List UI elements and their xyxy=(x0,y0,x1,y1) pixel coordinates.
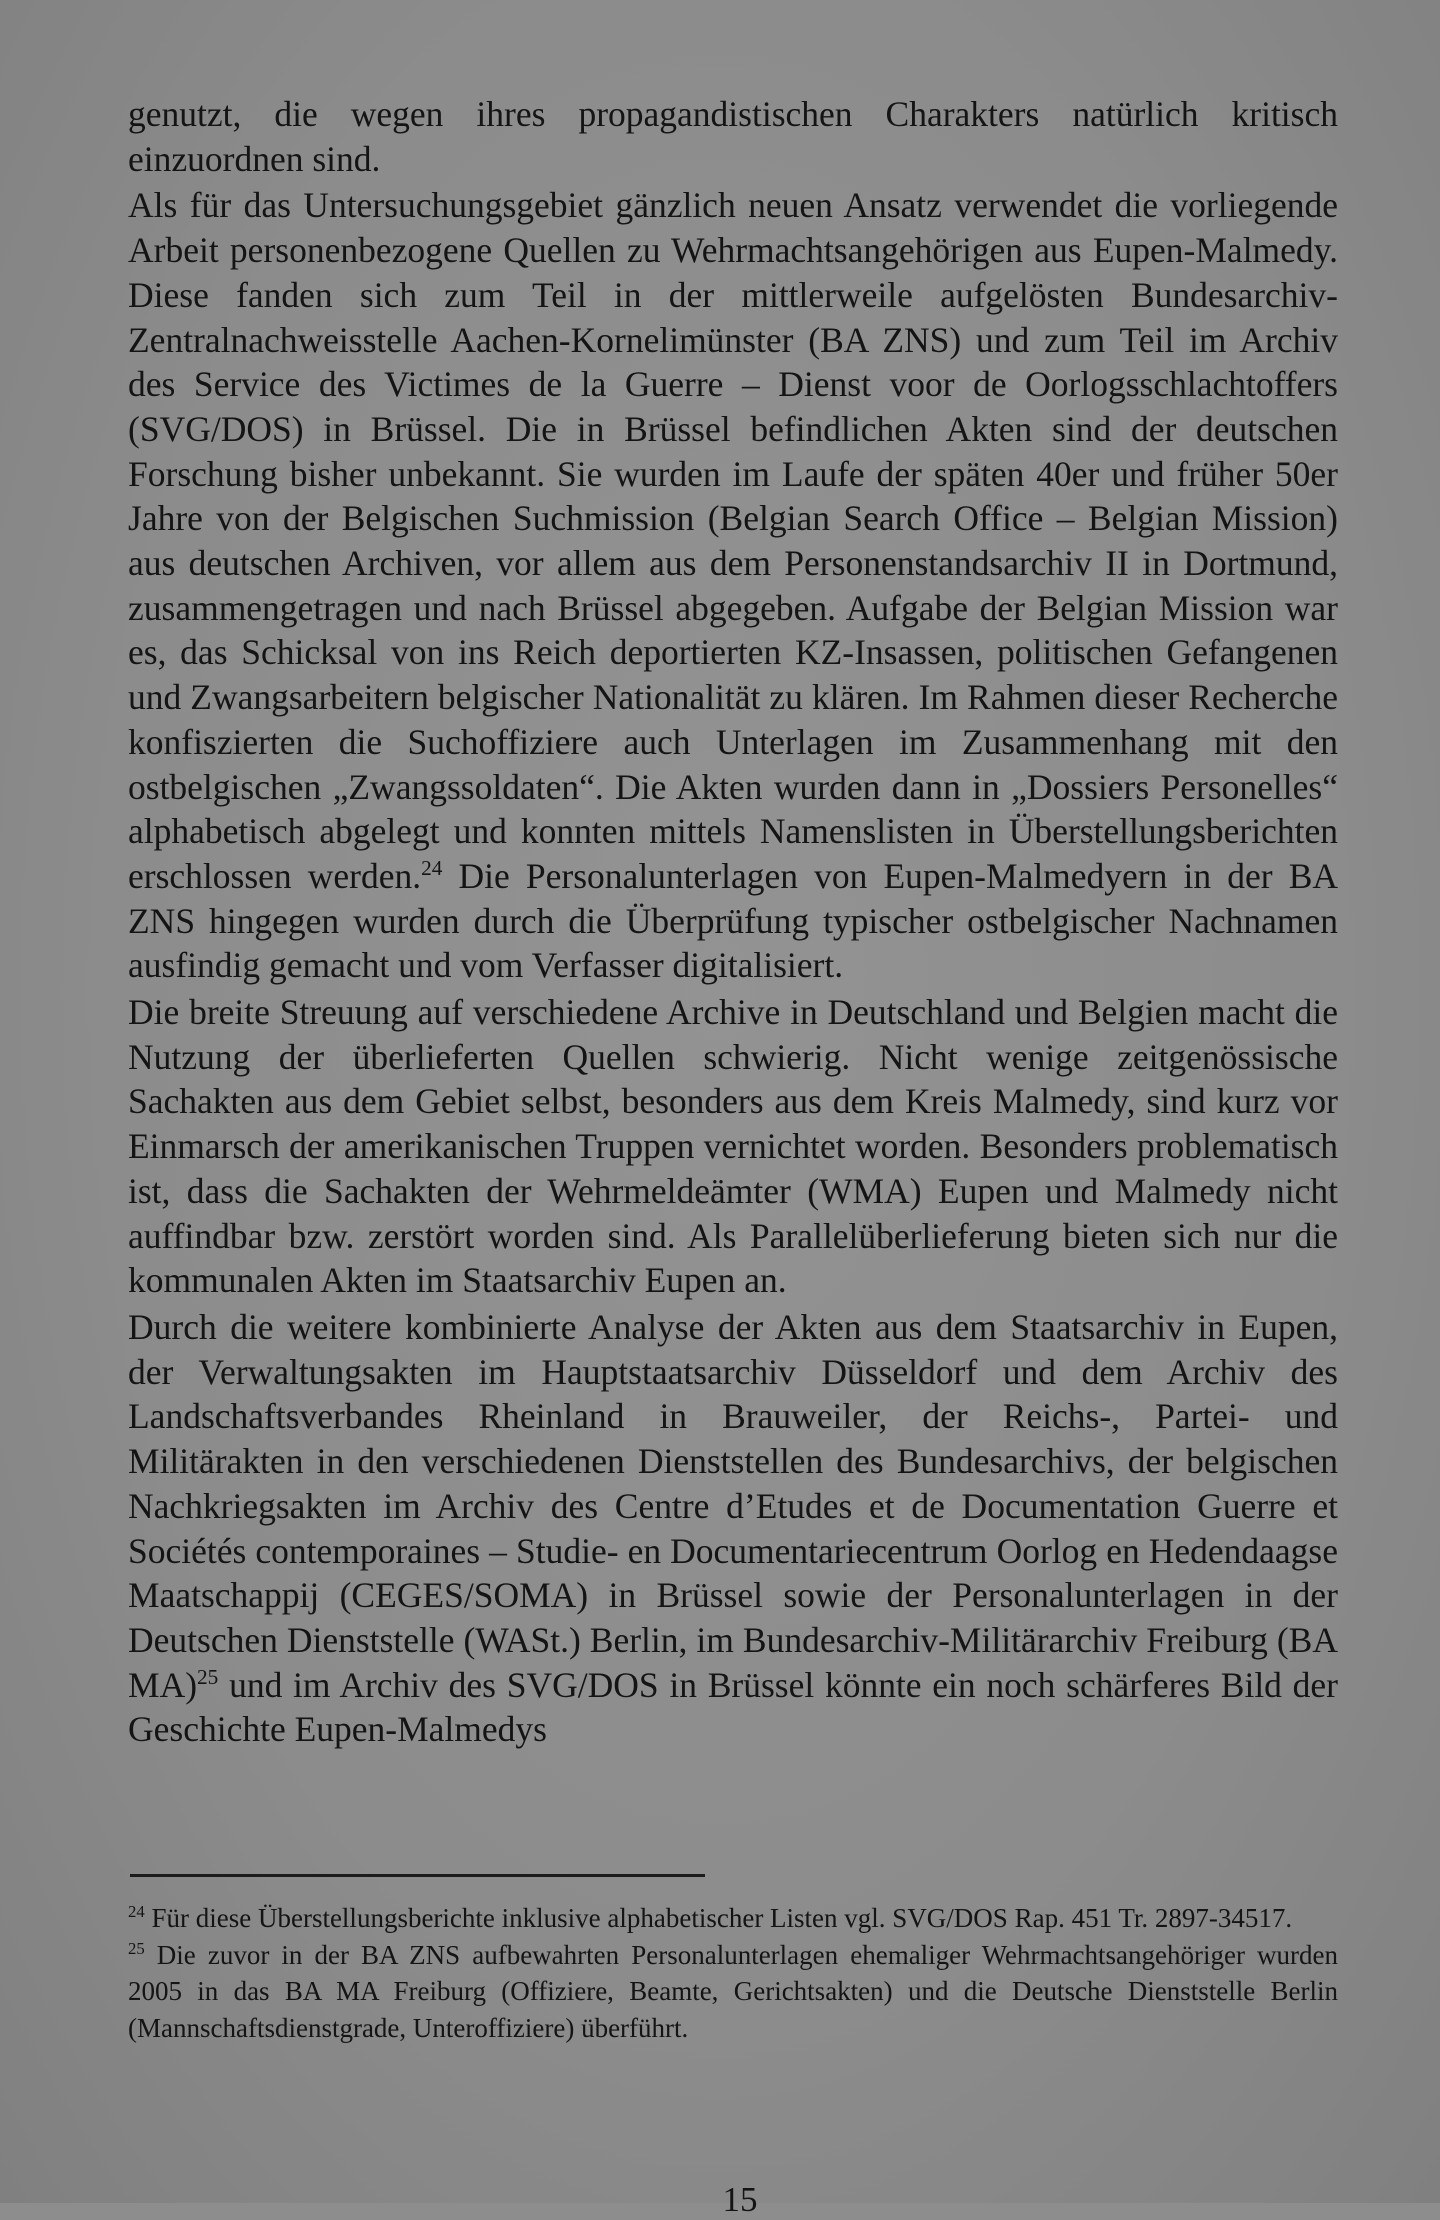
body-text xyxy=(128,92,1338,1752)
paragraph-4: Durch die weitere kombinierte Analyse der Akten aus dem Staatsarchiv in Eupen, der Verwaltungsakten im Hauptstaatsarchiv Düsseldorf und dem Archiv des Landschaftsverbandes Rheinland in Brauweiler, der Reichs-, Partei- und Militärakten in den verschiedenen Dienststellen des Bundesarchivs, der belgischen Nachkriegsakten im Archiv des Centre d’Etudes et de Documentation Guerre et Sociétés contemporaines – Studie- en Documentariecentrum Oorlog en Hedendaagse Maatschappij (CEGES/SOMA) in Brüssel sowie der Personalunterlagen in der Deutschen Dienststelle (WASt.) Berlin, im Bundesarchiv-Militärarchiv Freiburg (BA MA)$^{25}$ und im Archiv des SVG/DOS in Brüssel könnte ein noch schärferes Bild der Geschichte Eupen-Malmedys xyxy=(128,1306,1338,1750)
footnote-number: 25 xyxy=(128,1938,145,1958)
footnote-ref-24: 24 xyxy=(421,856,443,881)
paragraph-2: Als für das Untersuchungsgebiet gänzlich neuen Ansatz verwendet die vorliegende Arbeit personenbezogene Quellen zu Wehrmachtsangehörigen aus Eupen-Malmedy. Diese fanden sich zum Teil in der mittlerweile aufgelösten Bundesarchiv-Zentralnachweisstelle Aachen-Kornelimünster (BA ZNS) und zum Teil im Archiv des Service des Victimes de la Guerre – Dienst voor de Oorlogsschlachtoffers (SVG/DOS) in Brüssel. Die in Brüssel befindlichen Akten sind der deutschen Forschung bisher unbekannt. Sie wurden im Laufe der späten 40er und früher 50er Jahre von der Belgischen Suchmission (Belgian Search Office – Belgian Mission) aus deutschen Archiven, vor allem aus dem Personenstandsarchiv II in Dortmund, zusammengetragen und nach Brüssel abgegeben. Aufgabe der Belgian Mission war es, das Schicksal von ins Reich deportierten KZ-Insassen, politischen Gefangenen und Zwangsarbeitern belgischer Nationalität zu klären. Im Rahmen dieser Recherche konfiszierten die Suchoffiziere auch Unterlagen im Zusammenhang mit den ostbelgischen „Zwangssoldaten“. Die Akten wurden dann in „Dossiers Personelles“ alphabetisch abgelegt und konnten mittels Namenslisten in Überstellungsberichten erschlossen werden.$^{24}$ Die Personalunterlagen von Eupen-Malmedyern in der BA ZNS hingegen wurden durch die Überprüfung typischer ostbelgischer Nachnamen ausfindig gemacht und vom Verfasser digitalisiert. xyxy=(128,185,1339,986)
footnote-divider xyxy=(130,1874,705,1877)
page-number: 15 xyxy=(722,2180,758,2219)
paragraph-1: genutzt, die wegen ihres propagandistischen Charakters natürlich kritisch einzuordnen sind. xyxy=(128,94,1338,179)
footnote-number: 24 xyxy=(128,1902,145,1921)
paragraph-3: Die breite Streuung auf verschiedene Archive in Deutschland und Belgien macht die Nutzung der überlieferten Quellen schwierig. Nicht wenige zeitgenössische Sachakten aus dem Gebiet selbst, besonders aus dem Kreis Malmedy, sind kurz vor Einmarsch der amerikanischen Truppen vernichtet worden. Besonders problematisch ist, dass die Sachakten der Wehrmeldeämter (WMA) Eupen und Malmedy nicht auffindbar bzw. zerstört worden sind. Als Parallelüberlieferung bieten sich nur die kommunalen Akten im Staatsarchiv Eupen an. xyxy=(128,992,1338,1301)
footnote-ref-25: 25 xyxy=(197,1664,219,1689)
footnote-24: $^{24}$ Für diese Überstellungsberichte inklusive alphabetischer Listen vgl. SVG/DOS Rap. 451 Tr. 2897-34517. xyxy=(128,1902,1293,1933)
footnotes xyxy=(128,1900,1338,2046)
footnote-25: $^{25}$ Die zuvor in der BA ZNS aufbewahrten Personalunterlagen ehemaliger Wehrmachtsangehöriger wurden 2005 in das BA MA Freiburg (Offiziere, Beamte, Gerichtsakten) und die Deutsche Dienststelle Berlin (Mannschaftsdienstgrade, Unteroffiziere) überführt. xyxy=(128,1938,1338,2043)
